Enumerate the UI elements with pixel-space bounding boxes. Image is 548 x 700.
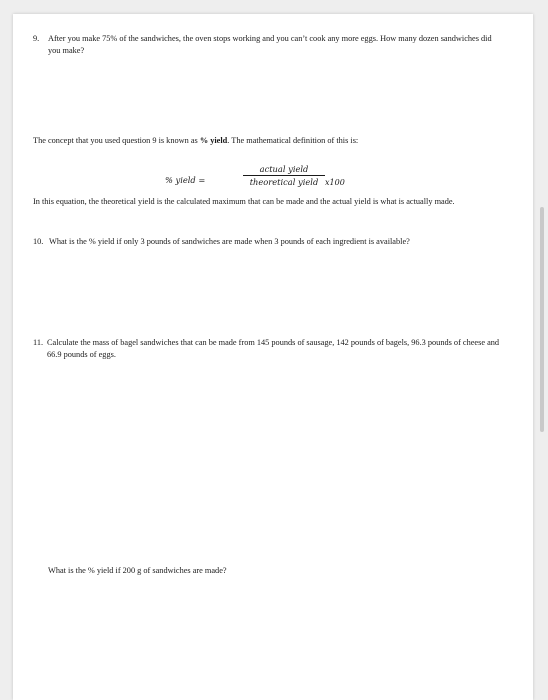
formula-fraction (243, 164, 325, 187)
formula-multiplier: x100 (325, 178, 345, 187)
formula-lhs: % yield = (165, 175, 206, 185)
question-text: Calculate the mass of bagel sandwiches that can be made from 145 pounds of sausage, 142 pounds of bagels, 96.3 pounds of cheese and 66.9 pounds of eggs. (47, 338, 500, 359)
question-9 (33, 33, 503, 57)
concept-text-after: . The mathematical definition of this is: (227, 136, 359, 145)
concept-term: % yield (199, 136, 228, 145)
concept-paragraph (33, 135, 503, 147)
question-number: 9. (33, 34, 40, 43)
follow-up-question: What is the % yield if 200 g of sandwiches are made? (48, 566, 227, 575)
question-text: What is the % yield if only 3 pounds of sandwiches are made when 3 pounds of each ingredient is available? (49, 237, 410, 246)
formula-numerator: actual yield (259, 164, 309, 174)
question-11 (33, 337, 503, 361)
question-text: After you make 75% of the sandwiches, the oven stops working and you can’t cook any more eggs. How many dozen sandwiches did you make? (48, 34, 492, 55)
question-number: 10. (33, 237, 44, 246)
question-number: 11. (33, 338, 44, 347)
formula-denominator: theoretical yield (249, 177, 319, 187)
explanation-paragraph: In this equation, the theoretical yield is the calculated maximum that can be made and the actual yield is what is actually made. (33, 197, 455, 206)
question-10 (33, 236, 508, 248)
concept-text-before: The concept that you used question 9 is known as (33, 136, 200, 145)
vertical-scrollbar[interactable] (540, 207, 544, 432)
